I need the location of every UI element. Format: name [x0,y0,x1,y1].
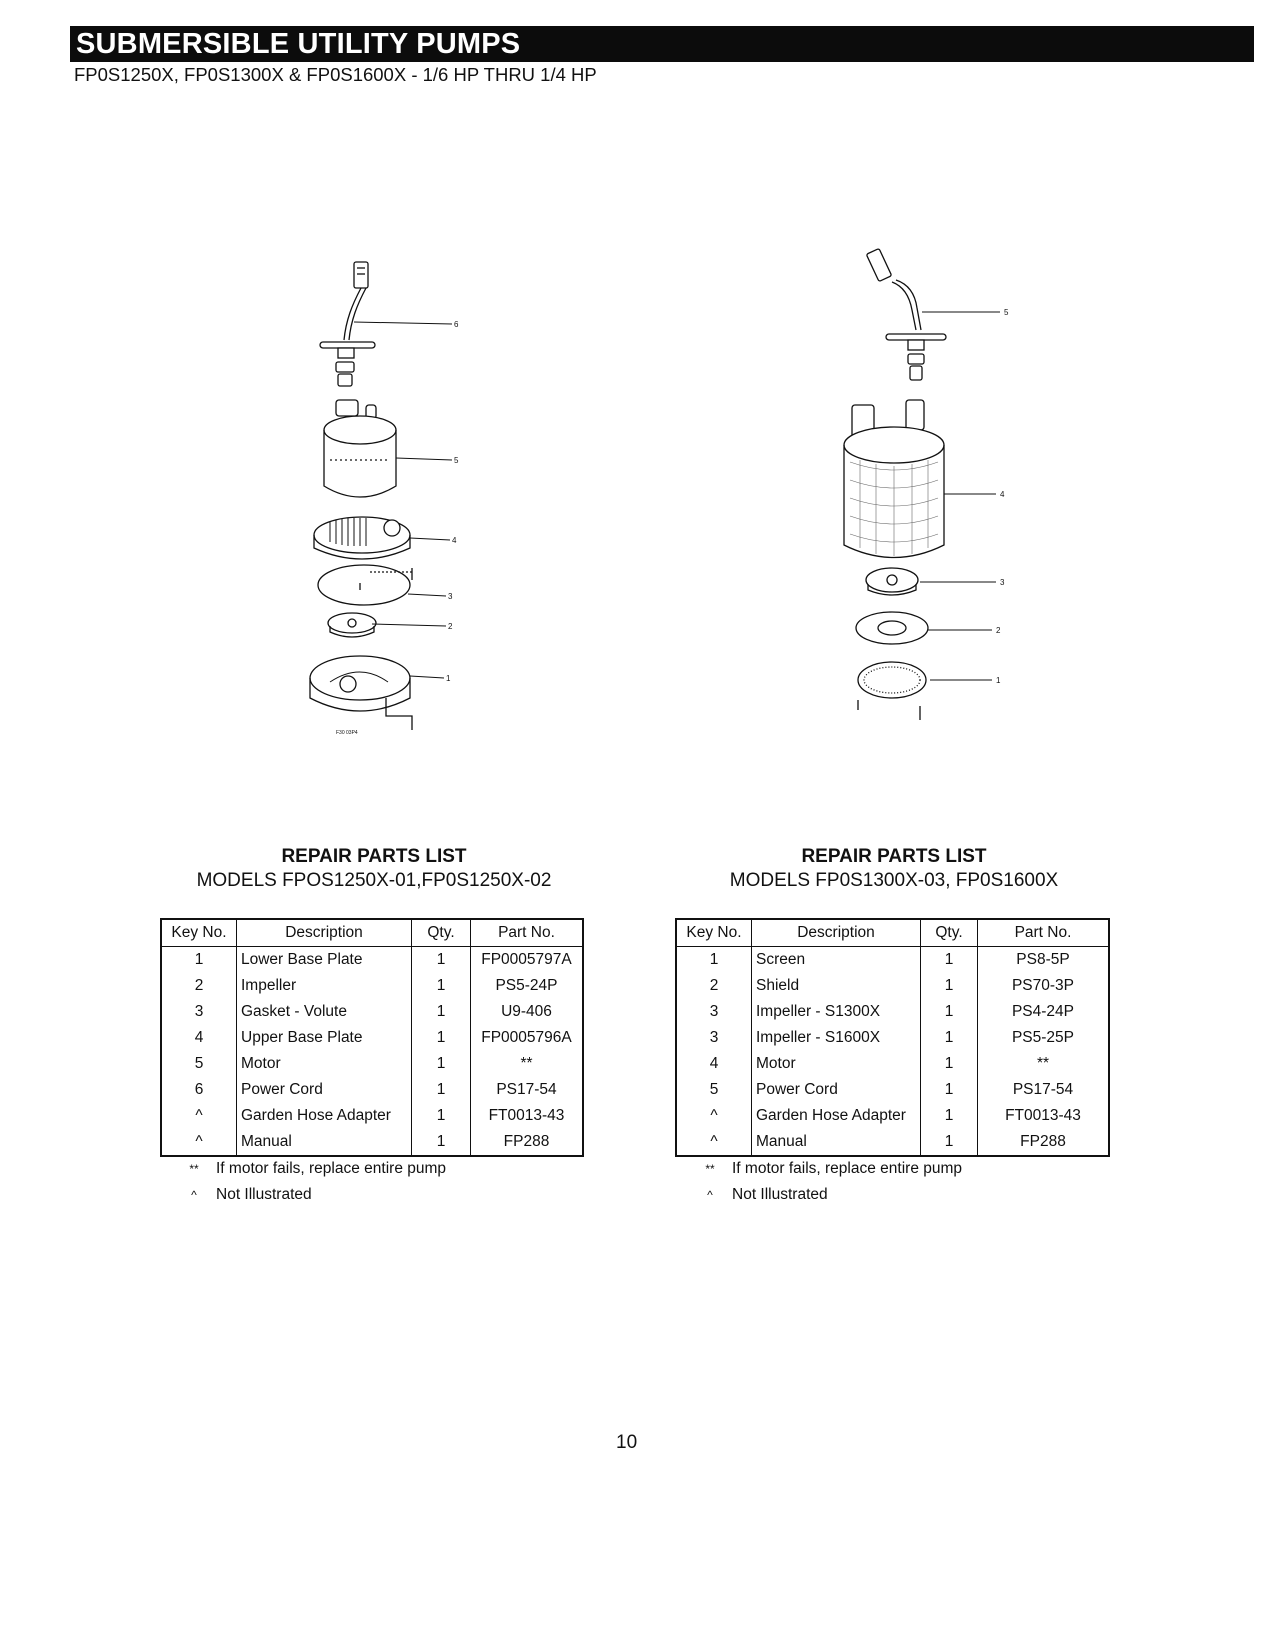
qty: 1 [412,1103,471,1129]
qty: 1 [412,973,471,999]
table-row [676,947,1109,974]
col-description: Description [752,919,921,947]
col-qty: Qty. [412,919,471,947]
part-no: PS8-5P [1016,951,1070,968]
table-row [676,973,1109,999]
col-key-no: Key No. [676,919,752,947]
key-no: ^ [710,1133,718,1150]
left-parts-title: REPAIR PARTS LIST [281,846,467,867]
key-no: 3 [709,1029,719,1046]
qty: 1 [921,1025,978,1051]
page-title: SUBMERSIBLE UTILITY PUMPS [76,28,521,60]
note-mark: ** [705,1162,715,1176]
right-callout-3: 3 [1000,578,1005,587]
key-no: ^ [710,1107,718,1124]
table-header-row [161,919,583,947]
note-mark: ^ [707,1188,713,1202]
note-row [688,1156,962,1182]
description: Impeller - S1300X [752,999,921,1025]
table-row [676,1051,1109,1077]
table-row [161,1129,583,1156]
qty: 1 [412,947,471,974]
part-no: FT0013-43 [1005,1107,1081,1124]
key-no: 4 [194,1029,204,1046]
left-parts-table [160,918,584,1157]
right-parts-heading [680,845,1108,893]
right-callout-2: 2 [996,626,1001,635]
part-no: ** [520,1055,533,1072]
table-row [676,1129,1109,1156]
note-text: If motor fails, replace entire pump [732,1160,963,1177]
left-exploded-diagram [300,250,470,750]
col-qty: Qty. [921,919,978,947]
right-diagram-svg [836,240,1026,730]
part-no: FP0005796A [481,1029,572,1046]
table-row [161,947,583,974]
note-mark: ** [189,1162,199,1176]
left-callout-1: 1 [446,674,451,683]
col-part-no: Part No. [471,919,584,947]
part-no: FT0013-43 [488,1107,565,1124]
part-no: FP0005797A [481,951,572,968]
qty: 1 [921,1103,978,1129]
part-no: U9-406 [501,1003,552,1020]
table-row [161,999,583,1025]
key-no: 1 [709,951,719,968]
right-callout-1: 1 [996,676,1001,685]
part-no: PS5-25P [1011,1029,1075,1046]
key-no: 2 [709,977,719,994]
key-no: ^ [195,1133,203,1150]
qty: 1 [412,999,471,1025]
description: Lower Base Plate [237,947,412,974]
part-no: PS17-54 [496,1081,557,1098]
description: Screen [752,947,921,974]
description: Motor [237,1051,412,1077]
description: Manual [752,1129,921,1156]
key-no: 3 [194,1003,204,1020]
col-description: Description [237,919,412,947]
note-text: If motor fails, replace entire pump [216,1160,447,1177]
qty: 1 [412,1051,471,1077]
part-no: PS5-24P [495,977,558,994]
table-row [161,1077,583,1103]
description: Impeller [237,973,412,999]
part-no: PS4-24P [1011,1003,1075,1020]
qty: 1 [412,1077,471,1103]
note-row [172,1182,446,1208]
right-parts-title: REPAIR PARTS LIST [801,846,987,867]
description: Gasket - Volute [237,999,412,1025]
table-row [676,1077,1109,1103]
left-callout-3: 3 [448,592,453,601]
left-parts-models: MODELS FPOS1250X-01,FP0S1250X-02 [196,870,552,891]
key-no: 2 [194,977,204,994]
description: Manual [237,1129,412,1156]
col-key-no: Key No. [161,919,237,947]
left-diagram-code: F30 03P4 [336,730,358,736]
right-callout-5: 5 [1004,308,1009,317]
table-row [161,1051,583,1077]
left-diagram-svg [300,250,470,750]
description: Motor [752,1051,921,1077]
part-no: FP288 [503,1133,550,1150]
key-no: 5 [194,1055,204,1072]
note-text: Not Illustrated [732,1186,828,1203]
key-no: 3 [709,1003,719,1020]
table-row [676,999,1109,1025]
note-text: Not Illustrated [216,1186,312,1203]
header-bar [70,26,1254,62]
description: Shield [752,973,921,999]
key-no: 6 [194,1081,204,1098]
table-header-row [676,919,1109,947]
left-callout-5: 5 [454,456,459,465]
left-callout-4: 4 [452,536,457,545]
table-row [676,1103,1109,1129]
part-no: PS17-54 [1012,1081,1074,1098]
qty: 1 [921,1051,978,1077]
right-parts-table [675,918,1110,1157]
description: Garden Hose Adapter [752,1103,921,1129]
part-no: FP288 [1020,1133,1066,1150]
col-part-no: Part No. [978,919,1110,947]
qty: 1 [921,999,978,1025]
left-callout-6: 6 [454,320,459,329]
left-notes [172,1156,446,1208]
page-subtitle: FP0S1250X, FP0S1300X & FP0S1600X - 1/6 HP THRU 1/4 HP [74,64,597,85]
qty: 1 [921,1077,978,1103]
table-row [161,1103,583,1129]
key-no: 1 [194,951,204,968]
table-row [161,973,583,999]
description: Power Cord [237,1077,412,1103]
note-mark: ^ [191,1188,197,1202]
qty: 1 [412,1025,471,1051]
description: Garden Hose Adapter [237,1103,412,1129]
key-no: ^ [195,1107,203,1124]
right-parts-models: MODELS FP0S1300X-03, FP0S1600X [729,870,1059,891]
table-row [161,1025,583,1051]
qty: 1 [921,947,978,974]
description: Impeller - S1600X [752,1025,921,1051]
part-no: ** [1036,1055,1050,1072]
key-no: 5 [709,1081,719,1098]
right-callout-4: 4 [1000,490,1005,499]
page-number: 10 [616,1432,638,1453]
note-row [172,1156,446,1182]
qty: 1 [412,1129,471,1156]
description: Power Cord [752,1077,921,1103]
key-no: 4 [709,1055,719,1072]
part-no: PS70-3P [1011,977,1075,994]
table-row [676,1025,1109,1051]
qty: 1 [921,973,978,999]
left-callout-2: 2 [448,622,453,631]
right-exploded-diagram [836,240,1026,730]
left-parts-heading [160,845,588,893]
description: Upper Base Plate [237,1025,412,1051]
right-notes [688,1156,962,1208]
note-row [688,1182,962,1208]
qty: 1 [921,1129,978,1156]
